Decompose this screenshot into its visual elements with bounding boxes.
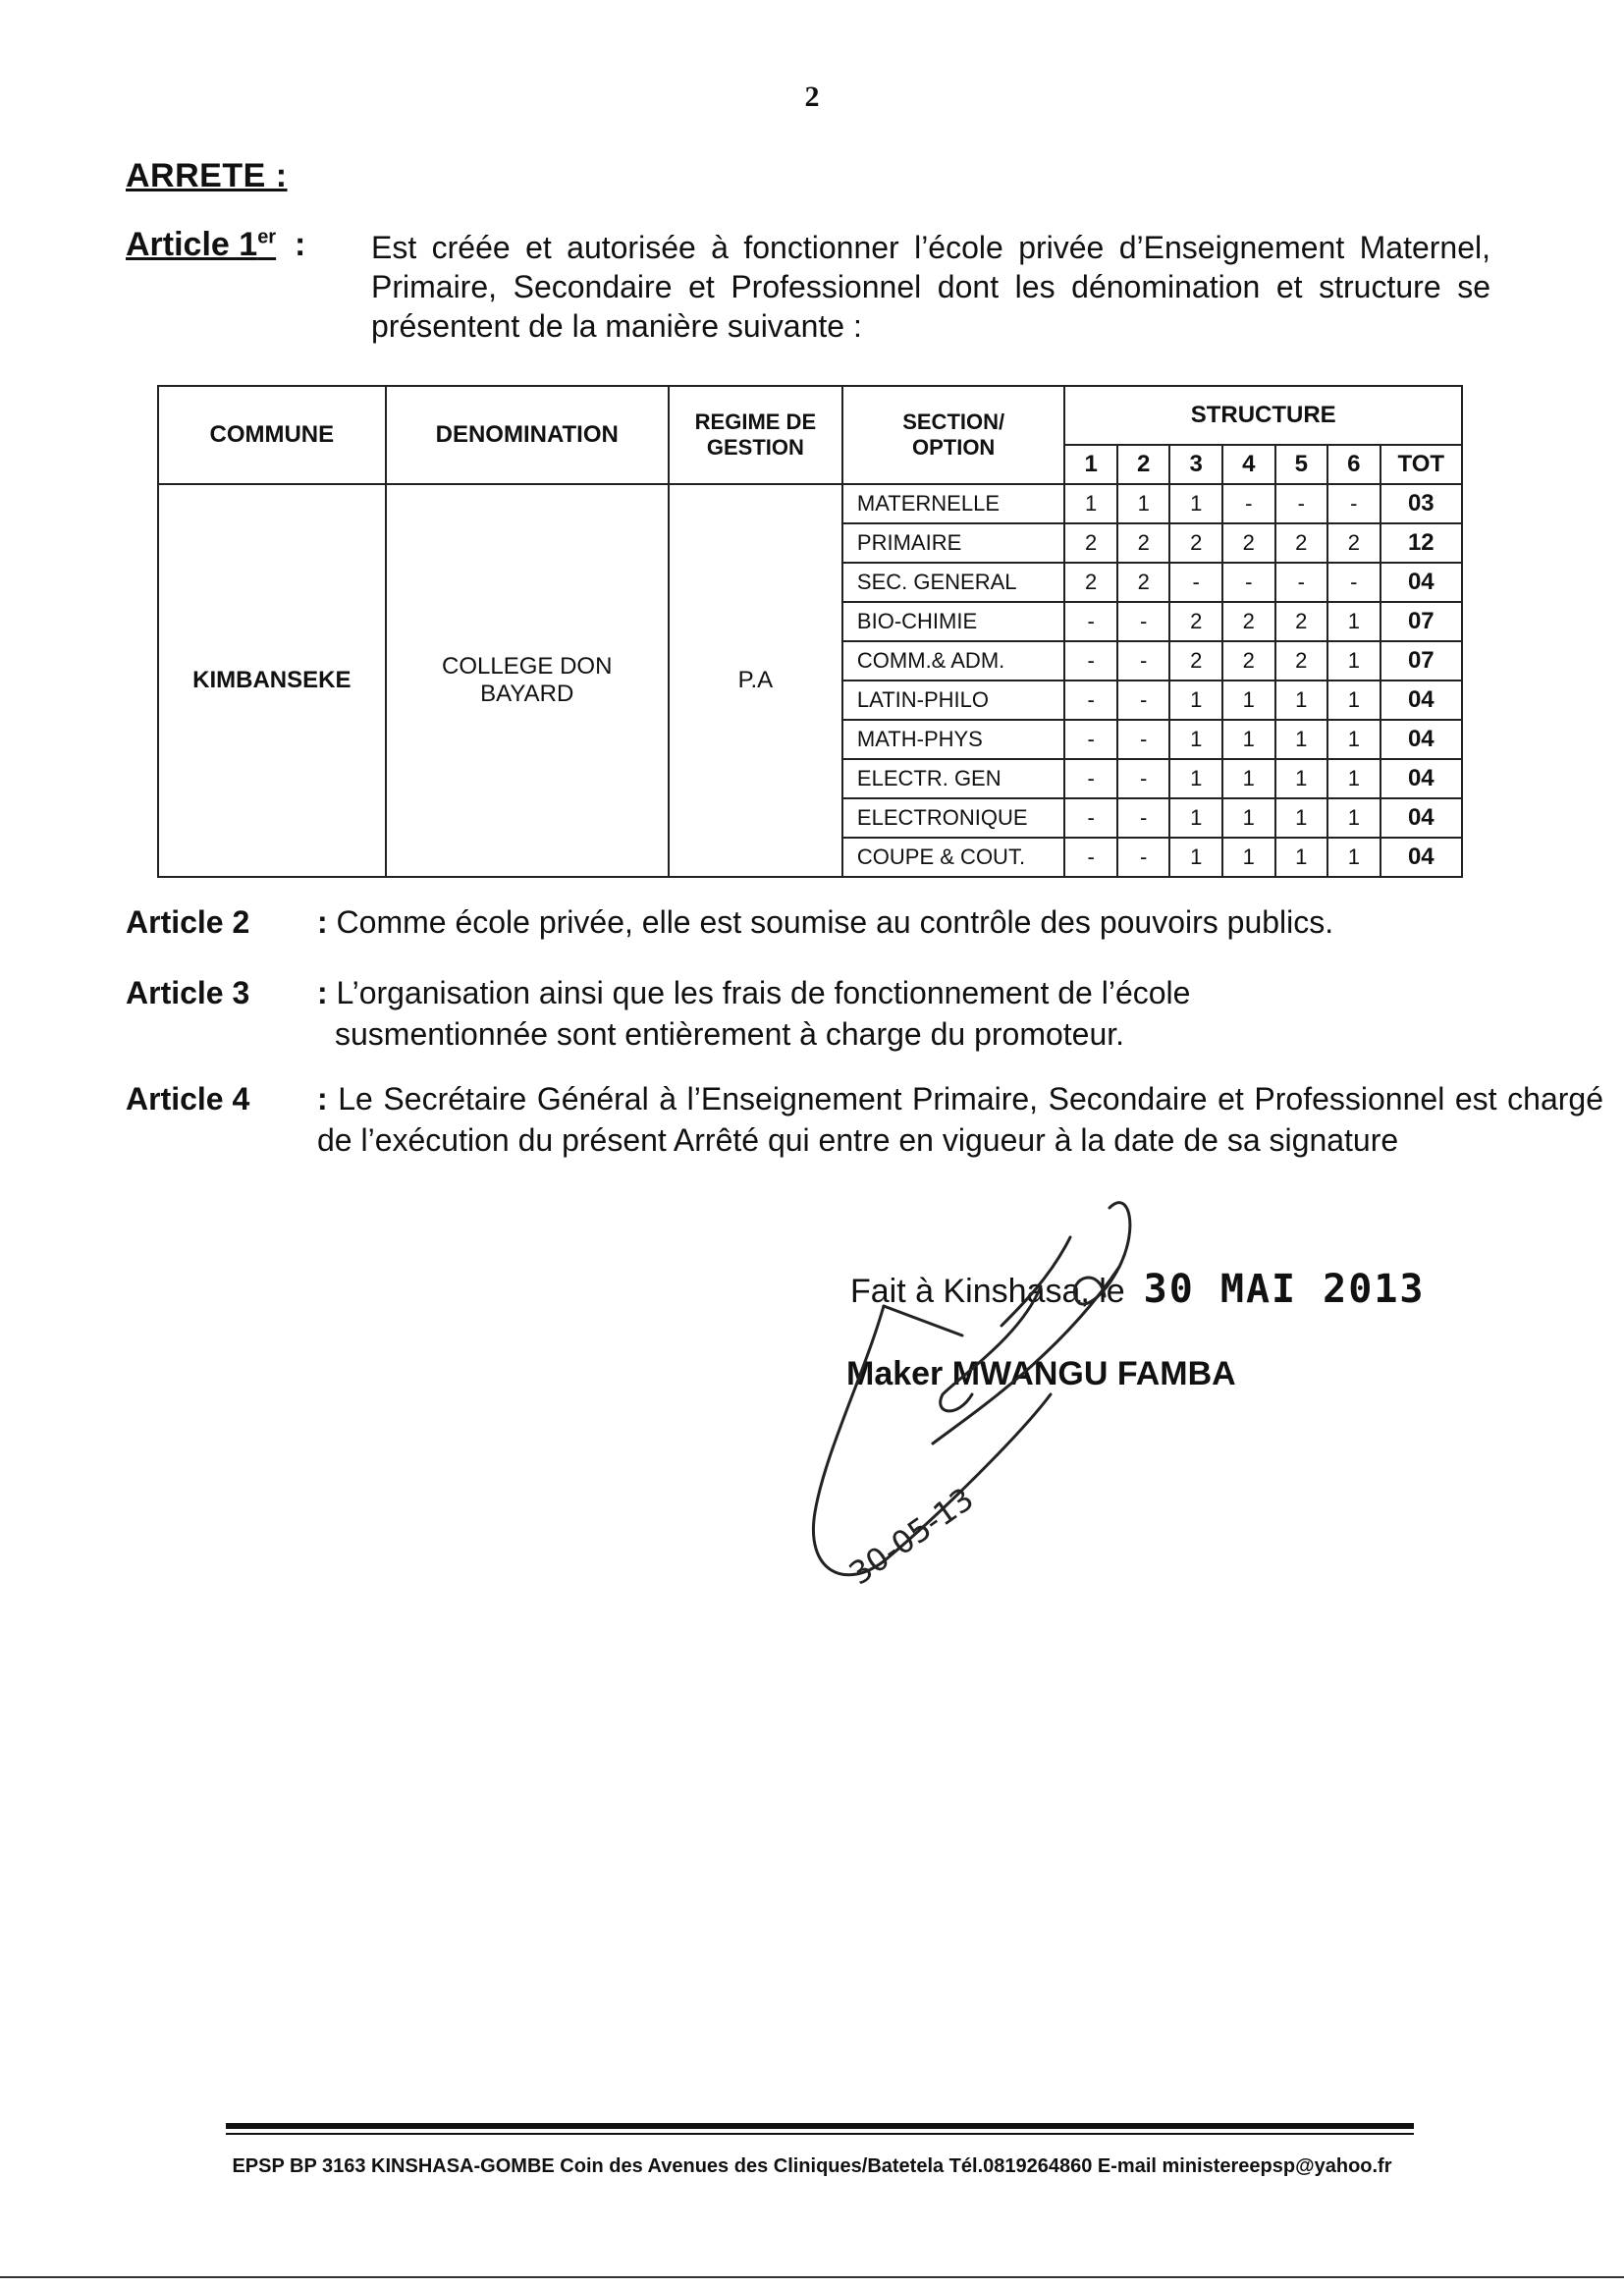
cell-value-6: 1 xyxy=(1327,798,1380,838)
cell-value-2: - xyxy=(1117,759,1170,798)
cell-total: 07 xyxy=(1380,641,1462,681)
cell-value-5: 1 xyxy=(1275,798,1328,838)
cell-value-4: 1 xyxy=(1222,720,1275,759)
cell-total: 04 xyxy=(1380,681,1462,720)
cell-value-1: - xyxy=(1064,681,1117,720)
cell-value-4: 2 xyxy=(1222,523,1275,563)
cell-value-1: 2 xyxy=(1064,523,1117,563)
article-2-colon: : xyxy=(317,904,328,940)
cell-value-4: 1 xyxy=(1222,798,1275,838)
cell-value-4: 1 xyxy=(1222,681,1275,720)
header-col-6: 6 xyxy=(1327,445,1380,484)
cell-regime: P.A xyxy=(669,484,842,877)
cell-total: 04 xyxy=(1380,838,1462,877)
cell-value-5: 1 xyxy=(1275,681,1328,720)
cell-value-5: 1 xyxy=(1275,720,1328,759)
cell-section: MATERNELLE xyxy=(842,484,1064,523)
cell-value-1: 1 xyxy=(1064,484,1117,523)
cell-total: 04 xyxy=(1380,720,1462,759)
cell-value-6: 1 xyxy=(1327,838,1380,877)
header-col-tot: TOT xyxy=(1380,445,1462,484)
cell-value-4: - xyxy=(1222,563,1275,602)
cell-value-2: 2 xyxy=(1117,523,1170,563)
cell-value-1: - xyxy=(1064,798,1117,838)
cell-section: MATH-PHYS xyxy=(842,720,1064,759)
cell-value-3: 1 xyxy=(1169,484,1222,523)
header-section-line2: OPTION xyxy=(911,435,996,460)
header-col-4: 4 xyxy=(1222,445,1275,484)
cell-value-3: 1 xyxy=(1169,838,1222,877)
footer-rule-thick xyxy=(226,2123,1414,2129)
cell-value-4: 1 xyxy=(1222,759,1275,798)
header-structure: STRUCTURE xyxy=(1064,386,1462,445)
cell-value-1: 2 xyxy=(1064,563,1117,602)
cell-value-2: 1 xyxy=(1117,484,1170,523)
cell-value-5: 2 xyxy=(1275,641,1328,681)
cell-value-3: 1 xyxy=(1169,798,1222,838)
cell-total: 07 xyxy=(1380,602,1462,641)
cell-value-5: - xyxy=(1275,484,1328,523)
cell-value-2: 2 xyxy=(1117,563,1170,602)
cell-value-6: 1 xyxy=(1327,720,1380,759)
signer-name: Maker MWANGU FAMBA xyxy=(846,1355,1236,1392)
cell-value-3: 2 xyxy=(1169,523,1222,563)
cell-section: PRIMAIRE xyxy=(842,523,1064,563)
cell-section: COUPE & COUT. xyxy=(842,838,1064,877)
cell-value-2: - xyxy=(1117,838,1170,877)
article-1-colon: : xyxy=(295,226,306,263)
cell-value-3: 1 xyxy=(1169,759,1222,798)
cell-value-6: 1 xyxy=(1327,759,1380,798)
article-4-colon: : xyxy=(317,1081,328,1117)
article-1-label-sup: er xyxy=(257,226,277,248)
cell-value-6: 1 xyxy=(1327,681,1380,720)
cell-total: 04 xyxy=(1380,798,1462,838)
heading-arrete: ARRETE : xyxy=(126,157,288,194)
cell-value-2: - xyxy=(1117,602,1170,641)
cell-value-1: - xyxy=(1064,641,1117,681)
footer-rule-thin xyxy=(226,2133,1414,2135)
header-col-3: 3 xyxy=(1169,445,1222,484)
cell-total: 04 xyxy=(1380,759,1462,798)
article-3-line1: L’organisation ainsi que les frais de fonctionnement de l’école xyxy=(336,975,1191,1010)
cell-value-4: 2 xyxy=(1222,641,1275,681)
cell-value-3: 1 xyxy=(1169,720,1222,759)
cell-value-5: 2 xyxy=(1275,523,1328,563)
page-number: 2 xyxy=(804,81,820,113)
cell-value-1: - xyxy=(1064,838,1117,877)
article-2-text: Comme école privée, elle est soumise au contrôle des pouvoirs publics. xyxy=(336,904,1334,940)
cell-value-2: - xyxy=(1117,641,1170,681)
cell-section: SEC. GENERAL xyxy=(842,563,1064,602)
cell-denomination-line1: COLLEGE DON xyxy=(442,653,613,680)
article-1-label-text: Article 1 xyxy=(126,226,258,263)
article-4-text: Le Secrétaire Général à l’Enseignement Primaire, Secondaire et Professionnel est chargé de l’exécution du présent Arrêté qui entre en vigueur à la date de sa signature xyxy=(317,1081,1604,1158)
cell-section: COMM.& ADM. xyxy=(842,641,1064,681)
cell-value-1: - xyxy=(1064,602,1117,641)
header-denomination: DENOMINATION xyxy=(386,386,669,484)
cell-denomination-line2: BAYARD xyxy=(480,681,574,707)
cell-total: 12 xyxy=(1380,523,1462,563)
footer-address: EPSP BP 3163 KINSHASA-GOMBE Coin des Avenues des Cliniques/Batetela Tél.0819264860 E-mail ministereepsp@yahoo.fr xyxy=(232,2155,1392,2177)
cell-section: ELECTRONIQUE xyxy=(842,798,1064,838)
article-3-label: Article 3 xyxy=(126,975,250,1010)
cell-section: ELECTR. GEN xyxy=(842,759,1064,798)
header-col-2: 2 xyxy=(1117,445,1170,484)
header-regime-line2: GESTION xyxy=(706,435,804,460)
cell-value-1: - xyxy=(1064,759,1117,798)
cell-value-4: 1 xyxy=(1222,838,1275,877)
cell-value-5: - xyxy=(1275,563,1328,602)
header-section-line1: SECTION/ xyxy=(902,409,1005,434)
header-col-1: 1 xyxy=(1064,445,1117,484)
cell-total: 03 xyxy=(1380,484,1462,523)
handwritten-date: 30-05-13 xyxy=(841,1480,981,1593)
cell-value-1: - xyxy=(1064,720,1117,759)
article-3-colon: : xyxy=(317,975,328,1010)
page-bottom-line xyxy=(0,2276,1624,2278)
header-col-5: 5 xyxy=(1275,445,1328,484)
cell-value-6: 2 xyxy=(1327,523,1380,563)
cell-total: 04 xyxy=(1380,563,1462,602)
cell-value-2: - xyxy=(1117,798,1170,838)
cell-value-4: 2 xyxy=(1222,602,1275,641)
header-commune: COMMUNE xyxy=(158,386,386,484)
cell-section: BIO-CHIMIE xyxy=(842,602,1064,641)
stamped-date: 30 MAI 2013 xyxy=(1143,1267,1426,1312)
cell-value-6: - xyxy=(1327,484,1380,523)
article-2-label: Article 2 xyxy=(126,904,250,940)
cell-section: LATIN-PHILO xyxy=(842,681,1064,720)
cell-value-6: - xyxy=(1327,563,1380,602)
cell-value-3: 2 xyxy=(1169,602,1222,641)
cell-value-5: 1 xyxy=(1275,838,1328,877)
cell-value-6: 1 xyxy=(1327,602,1380,641)
cell-value-2: - xyxy=(1117,681,1170,720)
signature-place-text: Fait à Kinshasa, le xyxy=(850,1273,1125,1310)
cell-value-3: 1 xyxy=(1169,681,1222,720)
cell-value-5: 2 xyxy=(1275,602,1328,641)
cell-value-2: - xyxy=(1117,720,1170,759)
cell-value-3: 2 xyxy=(1169,641,1222,681)
article-3-line2: susmentionnée sont entièrement à charge du promoteur. xyxy=(335,1016,1125,1052)
cell-value-4: - xyxy=(1222,484,1275,523)
cell-value-6: 1 xyxy=(1327,641,1380,681)
cell-value-5: 1 xyxy=(1275,759,1328,798)
cell-commune: KIMBANSEKE xyxy=(158,484,386,877)
cell-value-3: - xyxy=(1169,563,1222,602)
article-4-label: Article 4 xyxy=(126,1081,250,1117)
header-regime-line1: REGIME DE xyxy=(694,409,817,434)
article-1-text: Est créée et autorisée à fonctionner l’école privée d’Enseignement Maternel, Primaire, Secondaire et Professionnel dont les dénomination et structure se présentent de la manière suivante : xyxy=(371,230,1490,344)
